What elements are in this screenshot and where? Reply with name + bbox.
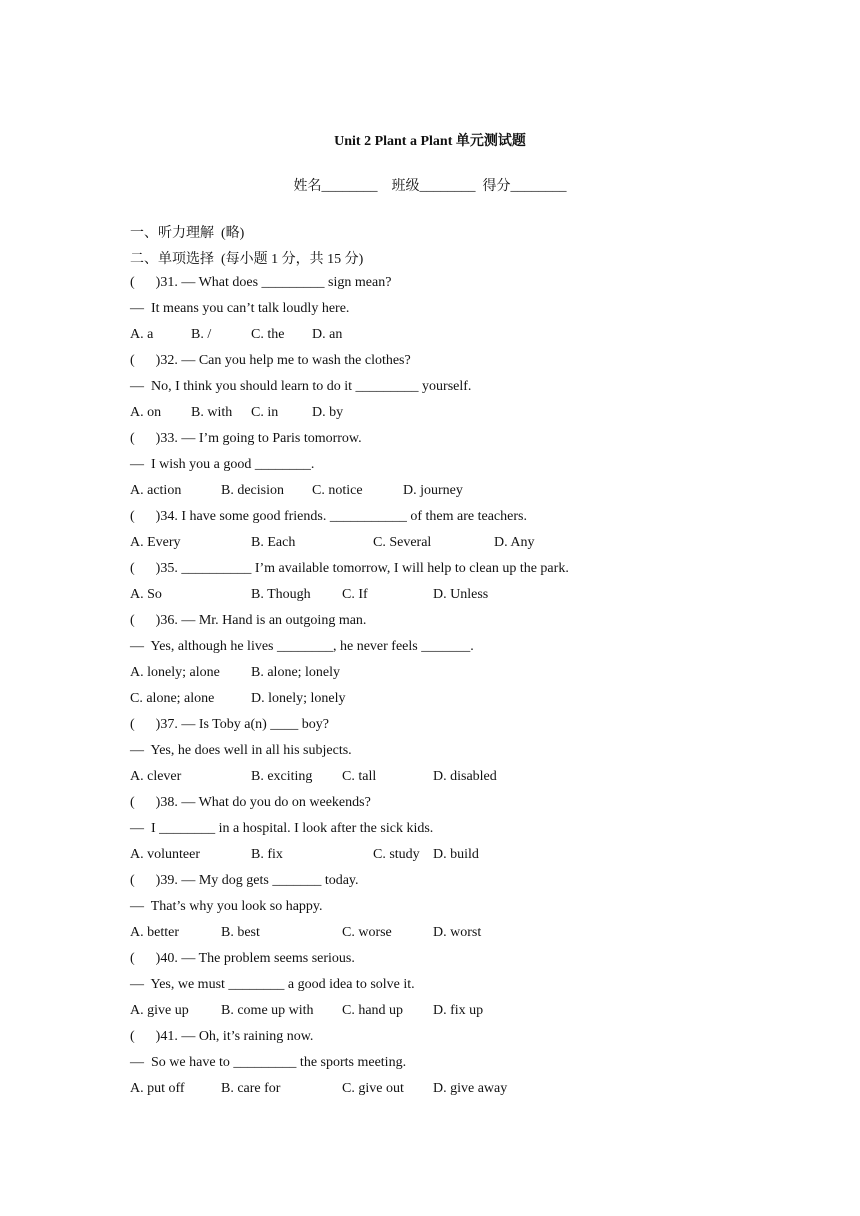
answer-option: D. fix up xyxy=(433,1003,484,1018)
answer-option: C. the xyxy=(251,327,285,342)
question-reply: — I wish you a good ________. xyxy=(130,457,315,472)
answer-option: A. on xyxy=(130,405,162,420)
answer-option: A. action xyxy=(130,483,182,498)
question-stem: ( )34. I have some good friends. ___________ of them are teachers. xyxy=(130,509,527,524)
student-info-line: 姓名________ 班级________ 得分________ xyxy=(293,179,567,194)
answer-option: B. fix xyxy=(251,847,283,862)
question-reply: — Yes, he does well in all his subjects. xyxy=(130,743,352,758)
answer-option: A. a xyxy=(130,327,154,342)
answer-option: B. exciting xyxy=(251,769,313,784)
answer-option: A. Every xyxy=(130,535,181,550)
question-reply: — So we have to _________ the sports meeting. xyxy=(130,1055,407,1070)
question-stem: ( )36. — Mr. Hand is an outgoing man. xyxy=(130,613,367,628)
section-single-choice: 二、单项选择 (每小题 1 分，共 15 分) xyxy=(130,252,364,267)
answer-option: B. come up with xyxy=(221,1003,314,1018)
question-stem: ( )33. — I’m going to Paris tomorrow. xyxy=(130,431,362,446)
answer-option: B. / xyxy=(191,327,212,342)
question-reply: — That’s why you look so happy. xyxy=(130,899,323,914)
answer-option: A. So xyxy=(130,587,162,602)
answer-option: C. alone; alone xyxy=(130,691,215,706)
answer-option: B. care for xyxy=(221,1081,281,1096)
answer-option: A. clever xyxy=(130,769,182,784)
answer-option: B. Each xyxy=(251,535,296,550)
question-stem: ( )39. — My dog gets _______ today. xyxy=(130,873,359,888)
answer-option: C. notice xyxy=(312,483,363,498)
answer-option: D. Unless xyxy=(433,587,489,602)
question-reply: — I ________ in a hospital. I look after the sick kids. xyxy=(130,821,434,836)
answer-option: A. give up xyxy=(130,1003,189,1018)
question-reply: — It means you can’t talk loudly here. xyxy=(130,301,350,316)
answer-option: C. in xyxy=(251,405,279,420)
answer-option: B. Though xyxy=(251,587,311,602)
question-stem: ( )37. — Is Toby a(n) ____ boy? xyxy=(130,717,330,732)
question-reply: — Yes, we must ________ a good idea to solve it. xyxy=(130,977,415,992)
question-stem: ( )38. — What do you do on weekends? xyxy=(130,795,371,810)
answer-option: A. better xyxy=(130,925,179,940)
answer-option: D. build xyxy=(433,847,479,862)
answer-option: A. volunteer xyxy=(130,847,200,862)
answer-option: D. give away xyxy=(433,1081,508,1096)
section-listening: 一、听力理解 (略) xyxy=(130,226,245,241)
question-stem: ( )40. — The problem seems serious. xyxy=(130,951,355,966)
answer-option: C. hand up xyxy=(342,1003,404,1018)
answer-option: C. Several xyxy=(373,535,432,550)
answer-option: C. tall xyxy=(342,769,377,784)
question-stem: ( )35. __________ I’m available tomorrow, I will help to clean up the park. xyxy=(130,561,569,576)
answer-option: D. worst xyxy=(433,925,482,940)
answer-option: C. study xyxy=(373,847,420,862)
answer-option: D. by xyxy=(312,405,344,420)
question-reply: — No, I think you should learn to do it _________ yourself. xyxy=(130,379,472,394)
answer-option: C. give out xyxy=(342,1081,404,1096)
answer-option: D. journey xyxy=(403,483,463,498)
answer-option: B. with xyxy=(191,405,233,420)
answer-option: C. worse xyxy=(342,925,392,940)
answer-option: D. disabled xyxy=(433,769,497,784)
answer-option: D. Any xyxy=(494,535,535,550)
page-title: Unit 2 Plant a Plant 单元测试题 xyxy=(334,134,526,149)
answer-option: B. decision xyxy=(221,483,284,498)
answer-option: D. lonely; lonely xyxy=(251,691,346,706)
answer-option: D. an xyxy=(312,327,343,342)
answer-option: B. best xyxy=(221,925,260,940)
answer-option: C. If xyxy=(342,587,368,602)
question-reply: — Yes, although he lives ________, he never feels _______. xyxy=(130,639,474,654)
answer-option: A. lonely; alone xyxy=(130,665,220,680)
answer-option: A. put off xyxy=(130,1081,185,1096)
question-stem: ( )31. — What does _________ sign mean? xyxy=(130,275,392,290)
question-stem: ( )41. — Oh, it’s raining now. xyxy=(130,1029,314,1044)
question-stem: ( )32. — Can you help me to wash the clothes? xyxy=(130,353,411,368)
answer-option: B. alone; lonely xyxy=(251,665,341,680)
